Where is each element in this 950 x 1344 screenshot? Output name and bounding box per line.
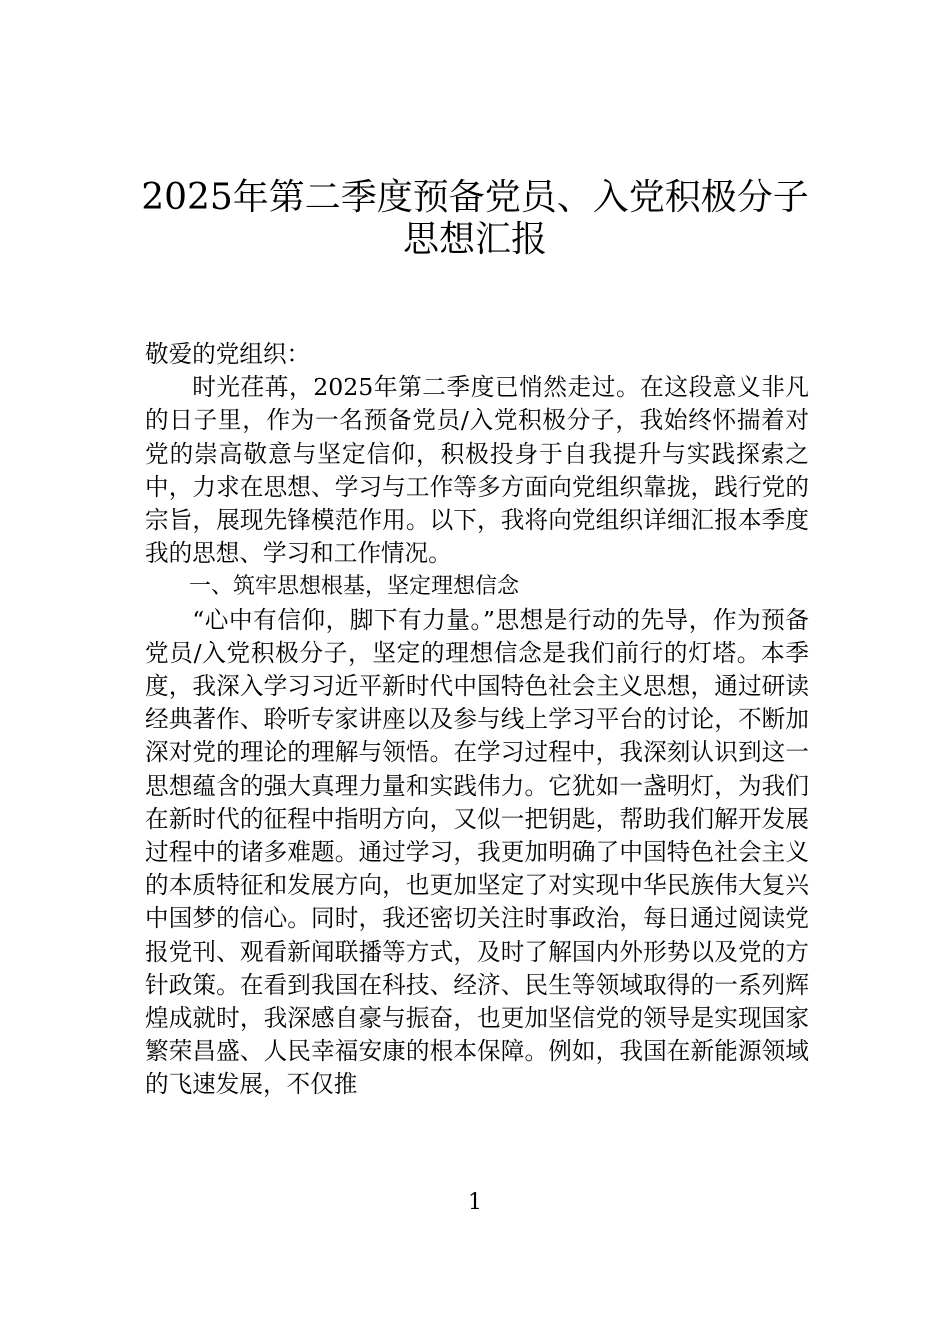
page-number: 1 [468, 1190, 482, 1215]
section-heading-1: 一、筑牢思想根基，坚定理想信念 [189, 574, 520, 600]
document-body [145, 338, 809, 1102]
salutation: 敬爱的党组织： [145, 340, 311, 368]
intro-paragraph: 时光荏苒，2025年第二季度已悄然走过。在这段意义非凡的日子里，作为一名预备党员/入党积极分子，我始终怀揣着对党的崇高敬意与坚定信仰，积极投身于自我提升与实践探索之中，力求在思想、学习与工作等多方面向党组织靠拢，践行党的宗旨，展现先锋模范作用。以下，我将向党组织详细汇报本季度我的思想、学习和工作情况。 [145, 373, 809, 568]
section-1-paragraph: “心中有信仰，脚下有力量。”思想是行动的先导，作为预备党员/入党积极分子，坚定的理想信念是我们前行的灯塔。本季度，我深入学习习近平新时代中国特色社会主义思想，通过研读经典著作、聆听专家讲座以及参与线上学习平台的讨论，不断加深对党的理论的理解与领悟。在学习过程中，我深刻认识到这一思想蕴含的强大真理力量和实践伟力。它犹如一盏明灯，为我们在新时代的征程中指明方向，又似一把钥匙，帮助我们解开发展过程中的诸多难题。通过学习，我更加明确了中国特色社会主义的本质特征和发展方向，也更加坚定了对实现中华民族伟大复兴中国梦的信心。同时，我还密切关注时事政治，每日通过阅读党报党刊、观看新闻联播等方式，及时了解国内外形势以及党的方针政策。在看到我国在科技、经济、民生等领域取得的一系列辉煌成就时，我深感自豪与振奋，也更加坚信党的领导是实现国家繁荣昌盛、人民幸福安康的根本保障。例如，我国在新能源领域的飞速发展，不仅推 [145, 605, 809, 1099]
document-title-line-2: 思想汇报 [402, 219, 547, 260]
document-title-line-1: 2025年第二季度预备党员、入党积极分子 [141, 177, 809, 218]
